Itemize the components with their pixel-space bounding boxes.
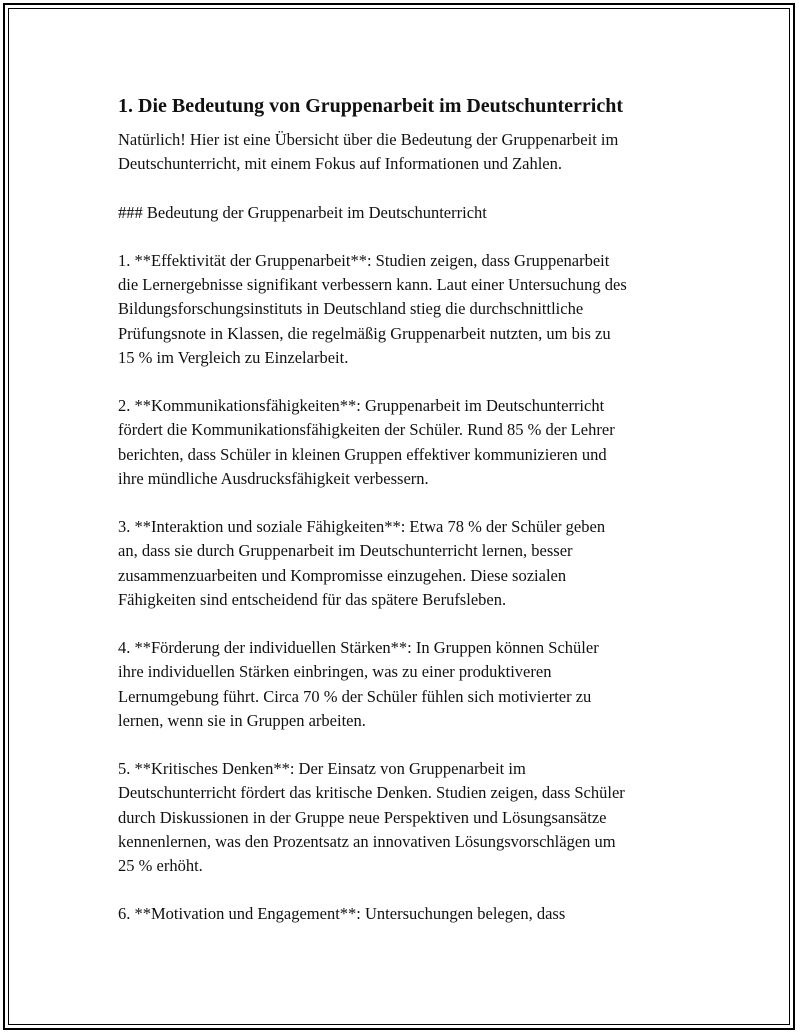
text-line: Deutschunterricht fördert das kritische Denken. Studien zeigen, dass Schüler — [118, 783, 625, 803]
text-line: Deutschunterricht, mit einem Fokus auf Informationen und Zahlen. — [118, 154, 563, 174]
text-line: 4. **Förderung der individuellen Stärken**: In Gruppen können Schüler — [118, 638, 599, 658]
text-line: lernen, wenn sie in Gruppen arbeiten. — [118, 710, 366, 730]
paragraph — [118, 201, 698, 225]
text-line: 15 % im Vergleich zu Einzelarbeit. — [118, 347, 349, 367]
text-line: Natürlich! Hier ist eine Übersicht über die Bedeutung der Gruppenarbeit im — [118, 130, 619, 149]
text-line: 2. **Kommunikationsfähigkeiten**: Gruppenarbeit im Deutschunterricht — [118, 396, 605, 416]
text-line: durch Diskussionen in der Gruppe neue Perspektiven und Lösungsansätze — [118, 807, 607, 827]
text-line: 3. **Interaktion und soziale Fähigkeiten**: Etwa 78 % der Schüler geben — [118, 517, 606, 537]
text-line: an, dass sie durch Gruppenarbeit im Deutschunterricht lernen, besser — [118, 541, 573, 561]
text-line: fördert die Kommunikationsfähigkeiten der Schüler. Rund 85 % der Lehrer — [118, 420, 615, 440]
text-line: 1. **Effektivität der Gruppenarbeit**: Studien zeigen, dass Gruppenarbeit — [118, 250, 610, 270]
paragraph — [118, 249, 698, 370]
text-line: ### Bedeutung der Gruppenarbeit im Deutschunterricht — [118, 202, 487, 222]
paragraph — [118, 394, 698, 491]
text-line: kennenlernen, was den Prozentsatz an innovativen Lösungsvorschlägen um — [118, 831, 616, 851]
document-title: 1. Die Bedeutung von Gruppenarbeit im Deutschunterricht — [118, 95, 623, 117]
paragraph — [118, 757, 698, 878]
text-line: ihre mündliche Ausdrucksfähigkeit verbessern. — [118, 468, 429, 488]
text-line: 6. **Motivation und Engagement**: Untersuchungen belegen, dass — [118, 904, 566, 924]
document-body — [118, 92, 698, 951]
text-line: die Lernergebnisse signifikant verbessern kann. Laut einer Untersuchung des — [118, 275, 627, 295]
text-line: zusammenzuarbeiten und Kompromisse einzugehen. Diese sozialen — [118, 565, 567, 585]
text-line: ihre individuellen Stärken einbringen, was zu einer produktiveren — [118, 662, 552, 682]
paragraph — [118, 636, 698, 733]
text-line: Fähigkeiten sind entscheidend für das spätere Berufsleben. — [118, 589, 507, 609]
paragraph-list — [118, 128, 698, 927]
text-line: Lernumgebung führt. Circa 70 % der Schüler fühlen sich motivierter zu — [118, 686, 592, 706]
text-line: 25 % erhöht. — [118, 856, 203, 875]
paragraph — [118, 902, 698, 926]
text-line: 5. **Kritisches Denken**: Der Einsatz von Gruppenarbeit im — [118, 759, 526, 779]
text-line: Prüfungsnote in Klassen, die regelmäßig Gruppenarbeit nutzten, um bis zu — [118, 323, 611, 343]
paragraph — [118, 515, 698, 612]
paragraph — [118, 128, 698, 176]
text-line: Bildungsforschungsinstituts in Deutschland stieg die durchschnittliche — [118, 299, 584, 319]
text-line: berichten, dass Schüler in kleinen Gruppen effektiver kommunizieren und — [118, 444, 607, 464]
